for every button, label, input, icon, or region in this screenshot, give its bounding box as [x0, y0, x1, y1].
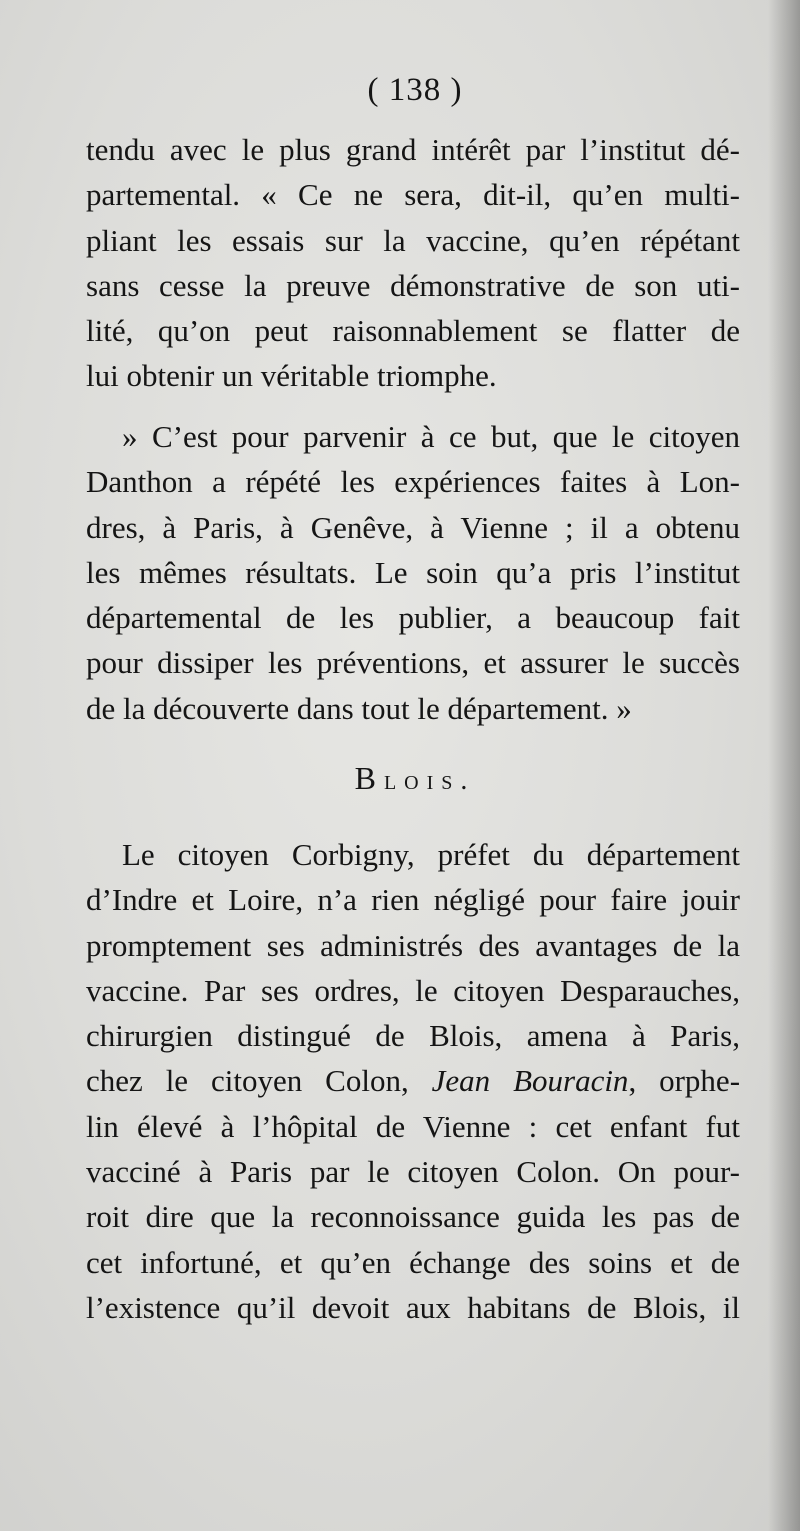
paragraph-2-line: départemental de les publier, a beaucoup fait: [86, 600, 740, 636]
section-title: [0, 760, 800, 797]
paragraph-1-line: tendu avec le plus grand intérêt par l’institut dé-: [86, 132, 740, 167]
line-text: chez le citoyen Colon,: [86, 1063, 432, 1099]
paragraph-3-line: lin élevé à l’hôpital de Vienne : cet enfant fut: [86, 1108, 740, 1144]
paragraph-2-line: les mêmes résultats. Le soin qu’a pris l’institut: [86, 554, 740, 590]
paragraph-3-line: d’Indre et Loire, n’a rien négligé pour faire jouir: [86, 882, 740, 918]
paragraph-1-line: lité, qu’on peut raisonnablement se flatter de: [86, 313, 740, 349]
paragraph-1-line: lui obtenir un véritable triomphe.: [86, 358, 497, 394]
paragraph-1-line: pliant les essais sur la vaccine, qu’en répétant: [86, 222, 740, 258]
paragraph-3-line: Le citoyen Corbigny, préfet du département: [122, 837, 740, 872]
paragraph-3: [86, 832, 740, 1330]
paragraph-2-line: dres, à Paris, à Genêve, à Vienne ; il a obtenu: [86, 509, 740, 545]
paragraph-3-line: chirurgien distingué de Blois, amena à Paris,: [86, 1018, 740, 1054]
paragraph-3-line: roit dire que la reconnoissance guida les pas de: [86, 1199, 740, 1235]
paragraph-2-line: pour dissiper les préventions, et assurer le succès: [86, 645, 740, 681]
paragraph-2-line: » C’est pour parvenir à ce but, que le citoyen: [122, 419, 740, 454]
paragraph-1-line: partemental. « Ce ne sera, dit-il, qu’en multi-: [86, 177, 740, 213]
line-text: , orphe-: [628, 1063, 740, 1099]
paragraph-1-line: sans cesse la preuve démonstrative de son uti-: [86, 267, 740, 303]
section-title-initial: B: [354, 760, 384, 796]
paragraph-1: [86, 127, 740, 399]
paragraph-3-line: cet infortuné, et qu’en échange des soins et de: [86, 1244, 740, 1280]
paragraph-2-line: Danthon a répété les expériences faites à Lon-: [86, 464, 740, 500]
paragraph-3-line: l’existence qu’il devoit aux habitans de Blois, il: [86, 1289, 740, 1325]
page-number: ( 138 ): [367, 72, 463, 108]
paragraph-3-line: vaccine. Par ses ordres, le citoyen Desparauches,: [86, 972, 740, 1008]
paragraph-3-line-with-name: [86, 1058, 740, 1103]
section-title-rest: lois.: [383, 765, 476, 796]
paragraph-3-line: vacciné à Paris par le citoyen Colon. On pour-: [86, 1154, 740, 1190]
paragraph-3-line: promptement ses administrés des avantages de la: [86, 927, 740, 963]
person-name-italic: Jean Bouracin: [431, 1063, 629, 1099]
paragraph-2: [86, 414, 740, 731]
paragraph-2-line: de la découverte dans tout le département. »: [86, 690, 632, 726]
